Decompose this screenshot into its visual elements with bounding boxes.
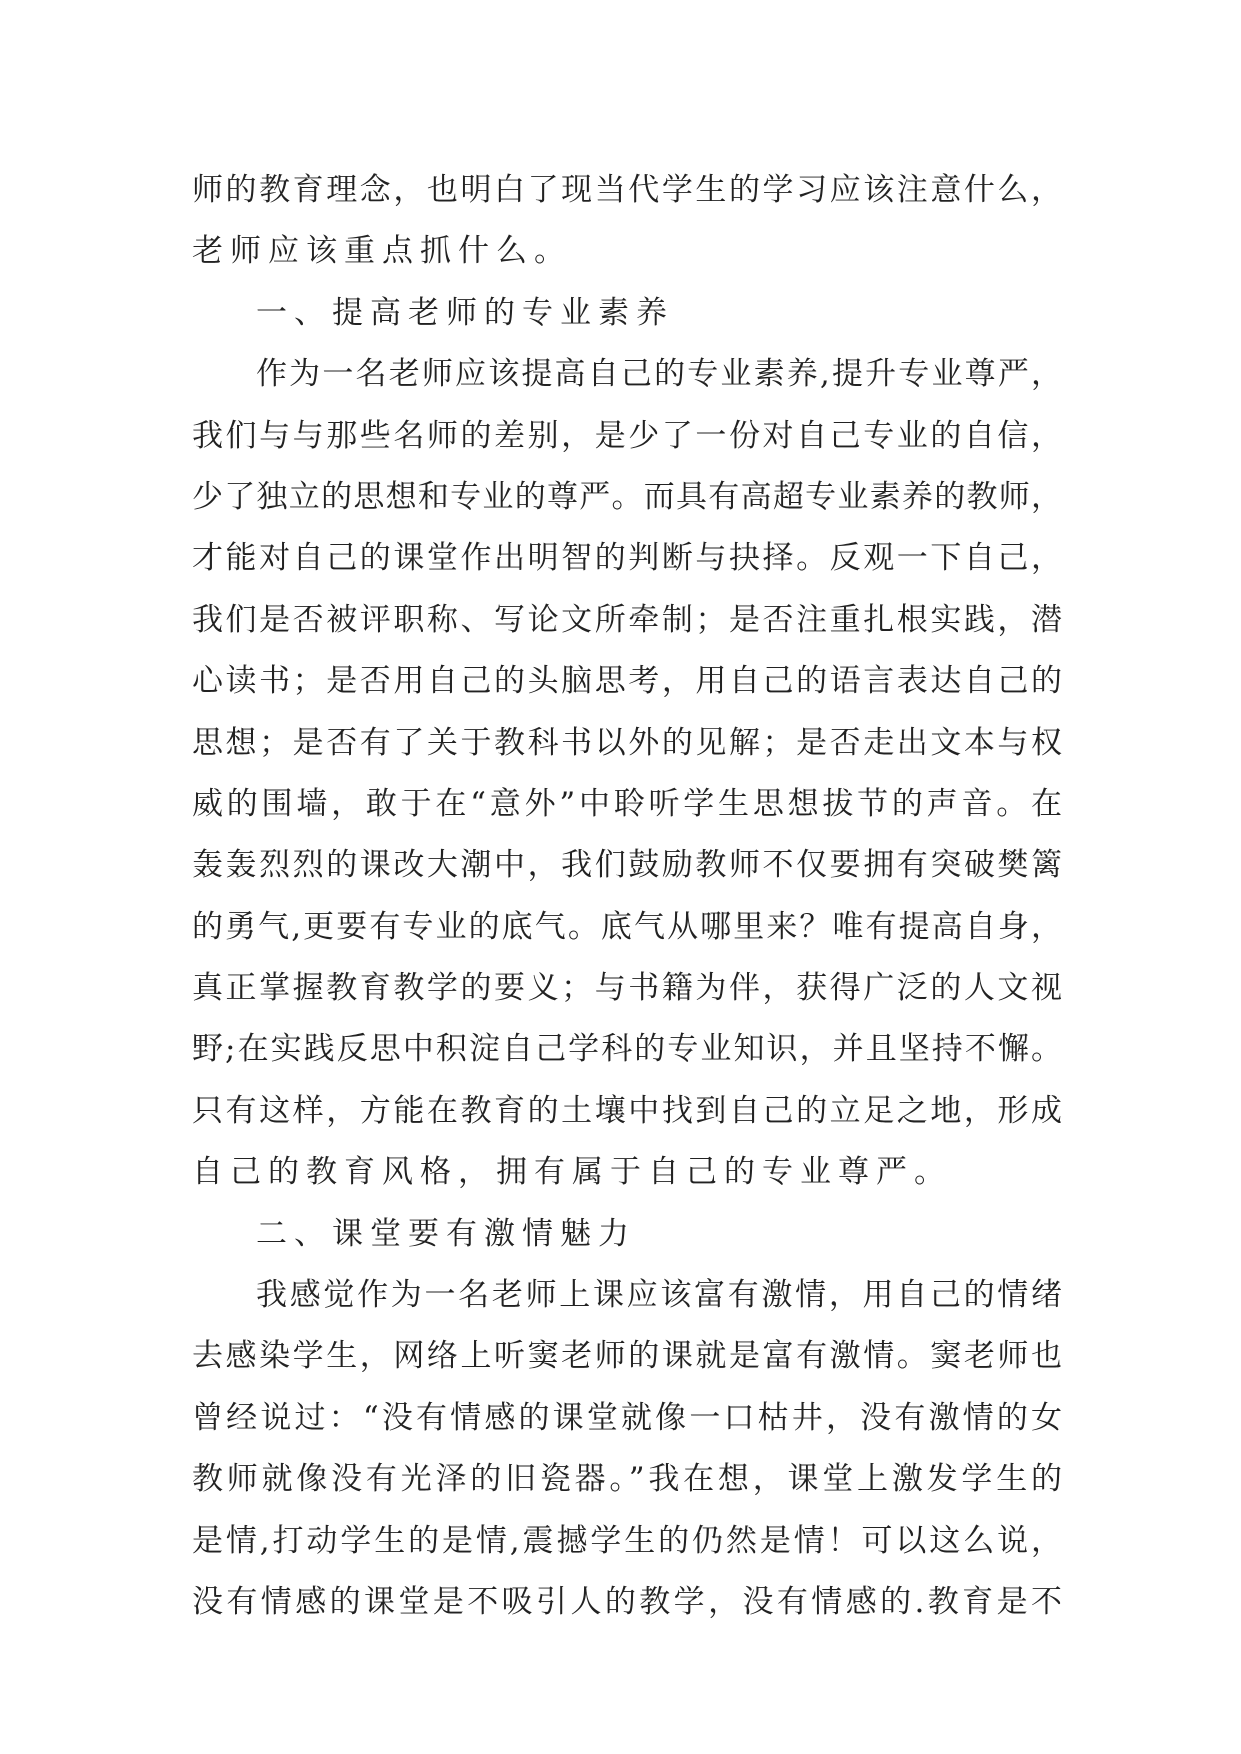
paragraph-line: 教师就像没有光泽的旧瓷器。”我在想，课堂上激发学生的 — [192, 1461, 1062, 1498]
paragraph-line: 只有这样，方能在教育的土壤中找到自己的立足之地，形成 — [192, 1092, 1062, 1129]
paragraph-line: 曾经说过：“没有情感的课堂就像一口枯井，没有激情的女 — [192, 1399, 1062, 1436]
paragraph-line: 没有情感的课堂是不吸引人的教学，没有情感的.教育是不 — [192, 1583, 1062, 1620]
paragraph-line: 野;在实践反思中积淀自己学科的专业知识，并且坚持不懈。 — [192, 1031, 1062, 1068]
paragraph-line: 自己的教育风格，拥有属于自己的专业尊严。 — [192, 1154, 952, 1191]
paragraph-line: 心读书；是否用自己的头脑思考，用自己的语言表达自己的 — [192, 663, 1062, 700]
paragraph-line: 才能对自己的课堂作出明智的判断与抉择。反观一下自己， — [192, 540, 1062, 577]
paragraph-line: 去感染学生，网络上听窦老师的课就是富有激情。窦老师也 — [192, 1338, 1062, 1375]
paragraph-line: 少了独立的思想和专业的尊严。而具有高超专业素养的教师， — [192, 478, 1062, 515]
paragraph-line: 是情,打动学生的是情,震撼学生的仍然是情！可以这么说， — [192, 1522, 1062, 1559]
paragraph-line: 老师应该重点抓什么。 — [192, 233, 572, 270]
paragraph-line: 我们与与那些名师的差别，是少了一份对自己专业的自信， — [192, 417, 1062, 454]
paragraph-line: 师的教育理念，也明白了现当代学生的学习应该注意什么， — [192, 172, 1062, 208]
section-heading: 一、提高老师的专业素养 — [256, 294, 674, 331]
paragraph-line: 我感觉作为一名老师上课应该富有激情，用自己的情绪 — [256, 1277, 1062, 1314]
paragraph-line: 作为一名老师应该提高自己的专业素养,提升专业尊严， — [256, 356, 1062, 393]
paragraph-line: 轰轰烈烈的课改大潮中，我们鼓励教师不仅要拥有突破樊篱 — [192, 847, 1062, 884]
paragraph-line: 的勇气,更要有专业的底气。底气从哪里来？唯有提高自身， — [192, 908, 1062, 945]
paragraph-line: 思想；是否有了关于教科书以外的见解；是否走出文本与权 — [192, 724, 1062, 761]
document-body — [192, 160, 1062, 1633]
section-heading: 二、课堂要有激情魅力 — [256, 1215, 636, 1252]
paragraph-line: 威的围墙，敢于在“意外”中聆听学生思想拔节的声音。在 — [192, 785, 1062, 822]
paragraph-line: 真正掌握教育教学的要义；与书籍为伴，获得广泛的人文视 — [192, 970, 1062, 1007]
paragraph-line: 我们是否被评职称、写论文所牵制；是否注重扎根实践，潜 — [192, 601, 1062, 638]
